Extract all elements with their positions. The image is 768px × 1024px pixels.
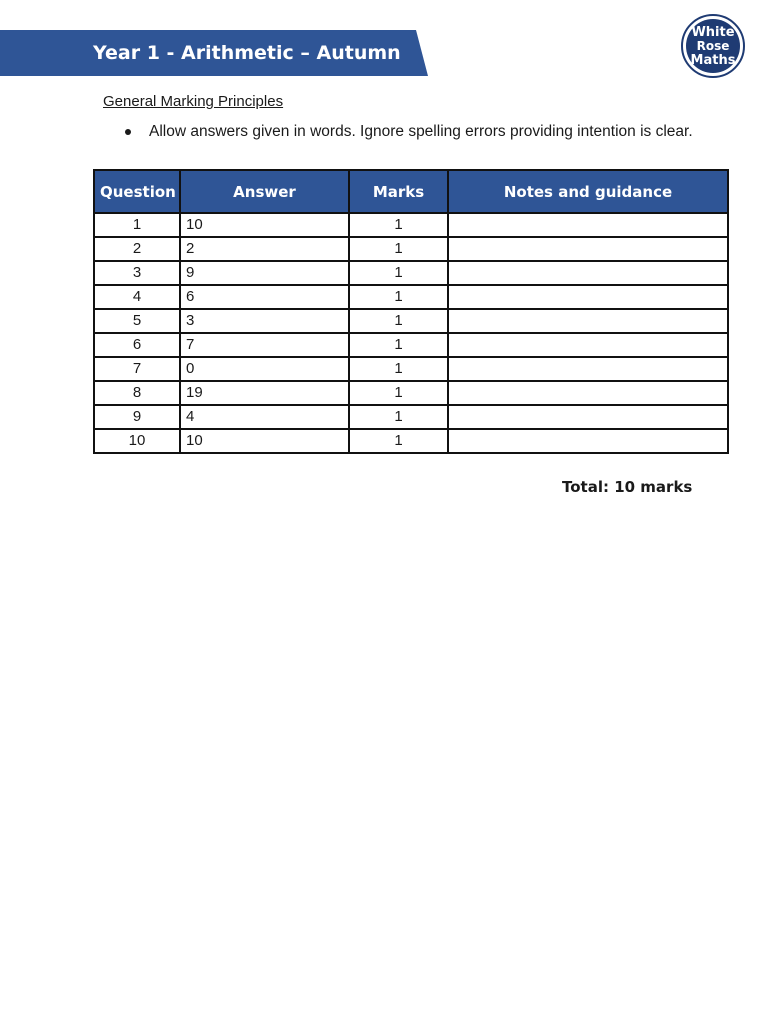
- cell-answer: 4: [180, 405, 349, 429]
- cell-notes: [448, 381, 728, 405]
- table-row: [94, 213, 728, 237]
- cell-marks: 1: [349, 405, 448, 429]
- cell-notes: [448, 405, 728, 429]
- cell-notes: [448, 429, 728, 453]
- cell-question: 1: [94, 213, 180, 237]
- cell-answer: 7: [180, 333, 349, 357]
- marking-principles-heading: General Marking Principles: [103, 93, 284, 110]
- total-marks: Total: 10 marks: [562, 478, 693, 496]
- cell-question: 7: [94, 357, 180, 381]
- cell-answer: 9: [180, 261, 349, 285]
- page-title: Year 1 - Arithmetic – Autumn: [93, 42, 401, 64]
- cell-marks: 1: [349, 285, 448, 309]
- mark-scheme-table: [93, 169, 729, 454]
- table-row: [94, 285, 728, 309]
- cell-answer: 19: [180, 381, 349, 405]
- cell-marks: 1: [349, 237, 448, 261]
- bullet-text: Allow answers given in words. Ignore spelling errors providing intention is clear.: [149, 123, 693, 140]
- table-row: [94, 333, 728, 357]
- cell-marks: 1: [349, 261, 448, 285]
- white-rose-maths-logo: [681, 14, 745, 78]
- cell-question: 10: [94, 429, 180, 453]
- table-row: [94, 237, 728, 261]
- cell-marks: 1: [349, 381, 448, 405]
- list-item: [125, 123, 693, 141]
- table-row: [94, 261, 728, 285]
- cell-answer: 3: [180, 309, 349, 333]
- table-row: [94, 405, 728, 429]
- cell-marks: 1: [349, 333, 448, 357]
- cell-notes: [448, 357, 728, 381]
- cell-marks: 1: [349, 429, 448, 453]
- cell-question: 6: [94, 333, 180, 357]
- cell-question: 5: [94, 309, 180, 333]
- cell-question: 4: [94, 285, 180, 309]
- cell-answer: 10: [180, 213, 349, 237]
- logo-word-white: White: [691, 25, 735, 40]
- cell-question: 3: [94, 261, 180, 285]
- cell-answer: 6: [180, 285, 349, 309]
- cell-notes: [448, 261, 728, 285]
- cell-question: 2: [94, 237, 180, 261]
- table-row: [94, 309, 728, 333]
- table-row: [94, 381, 728, 405]
- cell-answer: 2: [180, 237, 349, 261]
- column-header-notes: Notes and guidance: [448, 170, 728, 213]
- column-header-question: Question: [94, 170, 180, 213]
- cell-notes: [448, 309, 728, 333]
- cell-notes: [448, 237, 728, 261]
- cell-notes: [448, 333, 728, 357]
- logo-word-maths: Maths: [690, 53, 736, 68]
- marking-principles-list: [125, 123, 693, 141]
- cell-answer: 0: [180, 357, 349, 381]
- cell-notes: [448, 285, 728, 309]
- cell-notes: [448, 213, 728, 237]
- column-header-marks: Marks: [349, 170, 448, 213]
- table-header-row: [94, 170, 728, 213]
- cell-marks: 1: [349, 213, 448, 237]
- cell-marks: 1: [349, 309, 448, 333]
- logo-badge: [686, 19, 740, 73]
- cell-answer: 10: [180, 429, 349, 453]
- cell-question: 8: [94, 381, 180, 405]
- column-header-answer: Answer: [180, 170, 349, 213]
- cell-marks: 1: [349, 357, 448, 381]
- cell-question: 9: [94, 405, 180, 429]
- table-row: [94, 429, 728, 453]
- bullet-icon: [125, 129, 131, 135]
- table-body: [94, 213, 728, 453]
- table-row: [94, 357, 728, 381]
- logo-word-rose: Rose: [696, 39, 730, 53]
